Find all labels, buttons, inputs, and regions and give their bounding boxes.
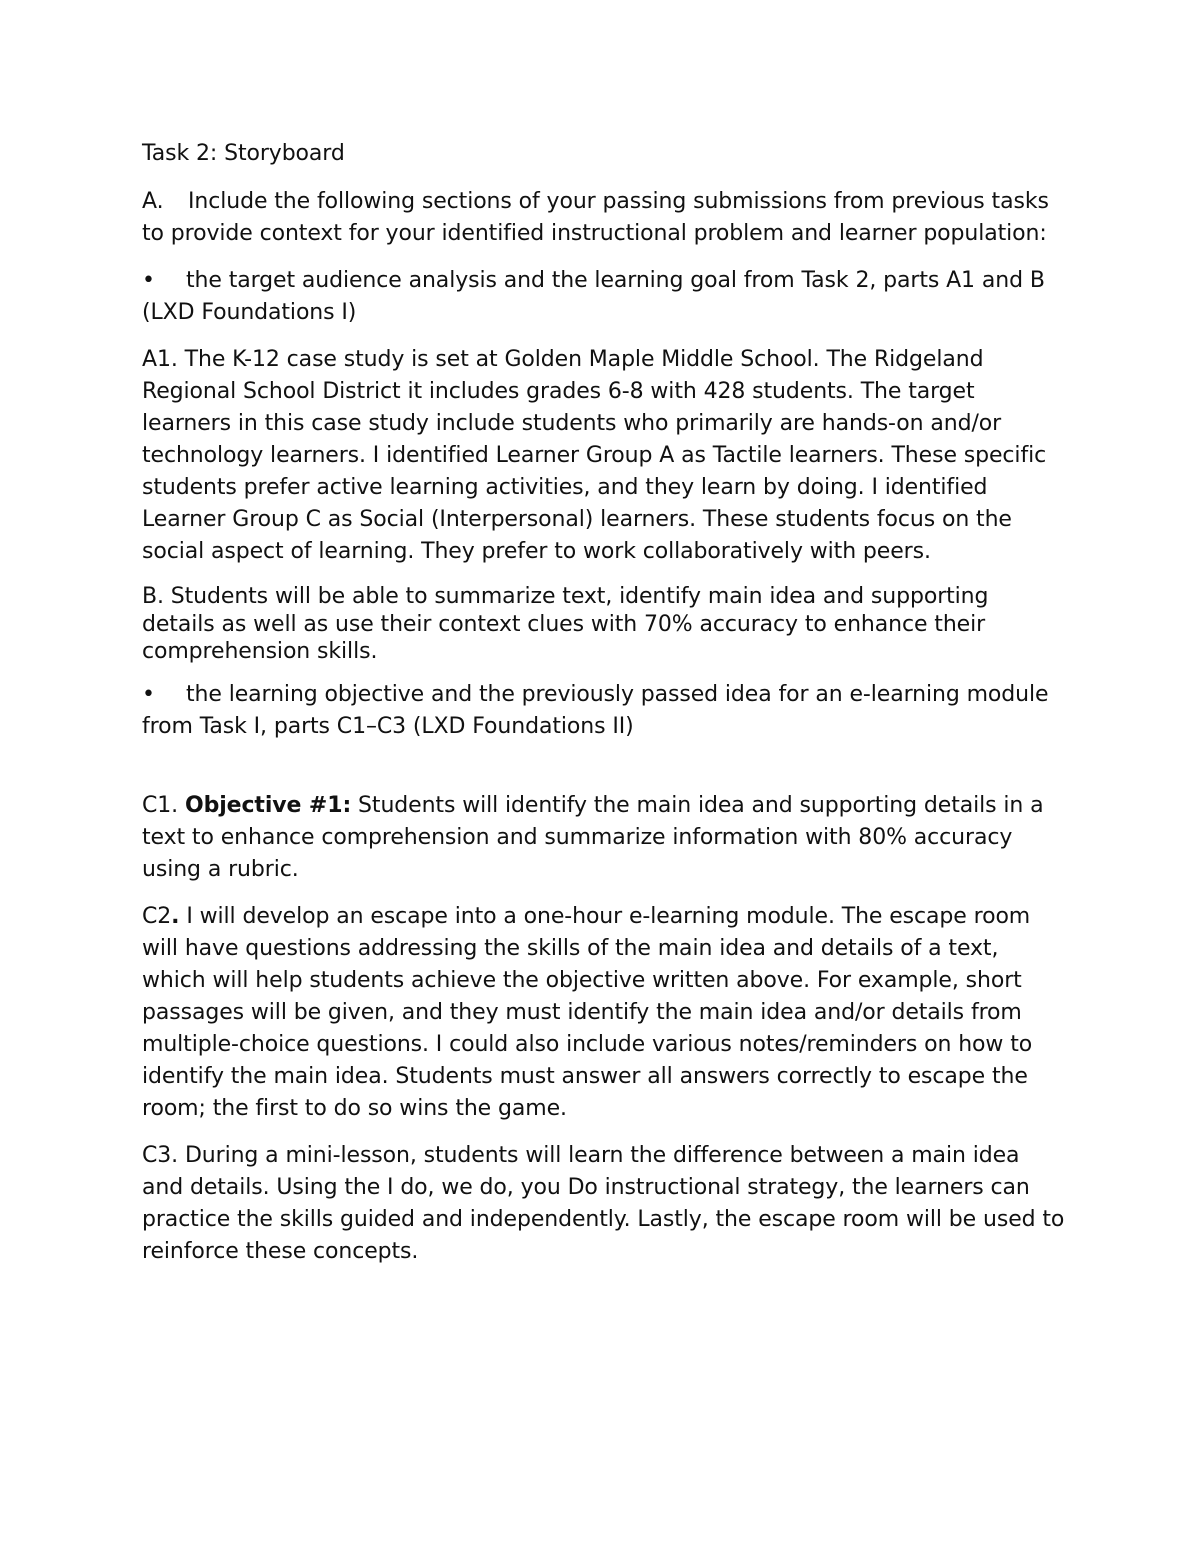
bullet-item-1-text: the target audience analysis and the learning goal from Task 2, parts A1 and B (LXD Foundations I) (142, 268, 1045, 325)
section-c3: C3. During a mini-lesson, students will learn the difference between a main idea and details. Using the I do, we do, you Do instructional strategy, the learners can practice the skills guided and independently. Lastly, the escape room will be used to reinforce these concepts. (142, 1142, 1065, 1264)
bullet-icon: • (142, 681, 155, 707)
document-title: Task 2: Storyboard (142, 141, 345, 166)
section-a-label: A. (142, 189, 164, 214)
section-c2-label: C2 (142, 903, 172, 929)
bullet-item-2-text: the learning objective and the previously passed idea for an e-learning module from Task I, parts C1–C3 (LXD Foundations II) (142, 681, 1049, 739)
document-page (142, 138, 1067, 1268)
section-a (142, 186, 1067, 250)
section-c2-text: I will develop an escape into a one-hour e-learning module. The escape room will have questions addressing the skills of the main idea and details of a text, which will help students achieve the objective written above. For example, short passages will be given, and they must identify the main idea and/or details from multiple-choice questions. I could also include various notes/reminders on how to identify the main idea. Students must answer all answers correctly to escape the room; the first to do so wins the game. (142, 903, 1033, 1121)
section-c1-text: Students will identify the main idea and supporting details in a text to enhance comprehension and summarize information with 80% accuracy using a rubric. (142, 792, 1044, 882)
bullet-item-2 (142, 679, 1067, 743)
bullet-icon: • (142, 268, 155, 293)
objective-label: Objective #1: (184, 792, 352, 818)
section-c2-period: . (171, 903, 180, 929)
section-c2 (142, 901, 1067, 1125)
bullet-item-1 (142, 265, 1067, 329)
section-c1-label: C1. (142, 792, 179, 818)
section-b: B. Students will be able to summarize text, identify main idea and supporting details as well as use their context clues with 70% accuracy to enhance their comprehension skills. (142, 584, 989, 664)
section-a-text: Include the following sections of your passing submissions from previous tasks to provide context for your identified instructional problem and learner population: (142, 189, 1049, 246)
section-a1: A1. The K-12 case study is set at Golden Maple Middle School. The Ridgeland Regional School District it includes grades 6-8 with 428 students. The target learners in this case study include students who primarily are hands-on and/or technology learners. I identified Learner Group A as Tactile learners. These specific students prefer active learning activities, and they learn by doing. I identified Learner Group C as Social (Interpersonal) learners. These students focus on the social aspect of learning. They prefer to work collaboratively with peers. (142, 347, 1047, 564)
section-c1 (142, 790, 1067, 886)
